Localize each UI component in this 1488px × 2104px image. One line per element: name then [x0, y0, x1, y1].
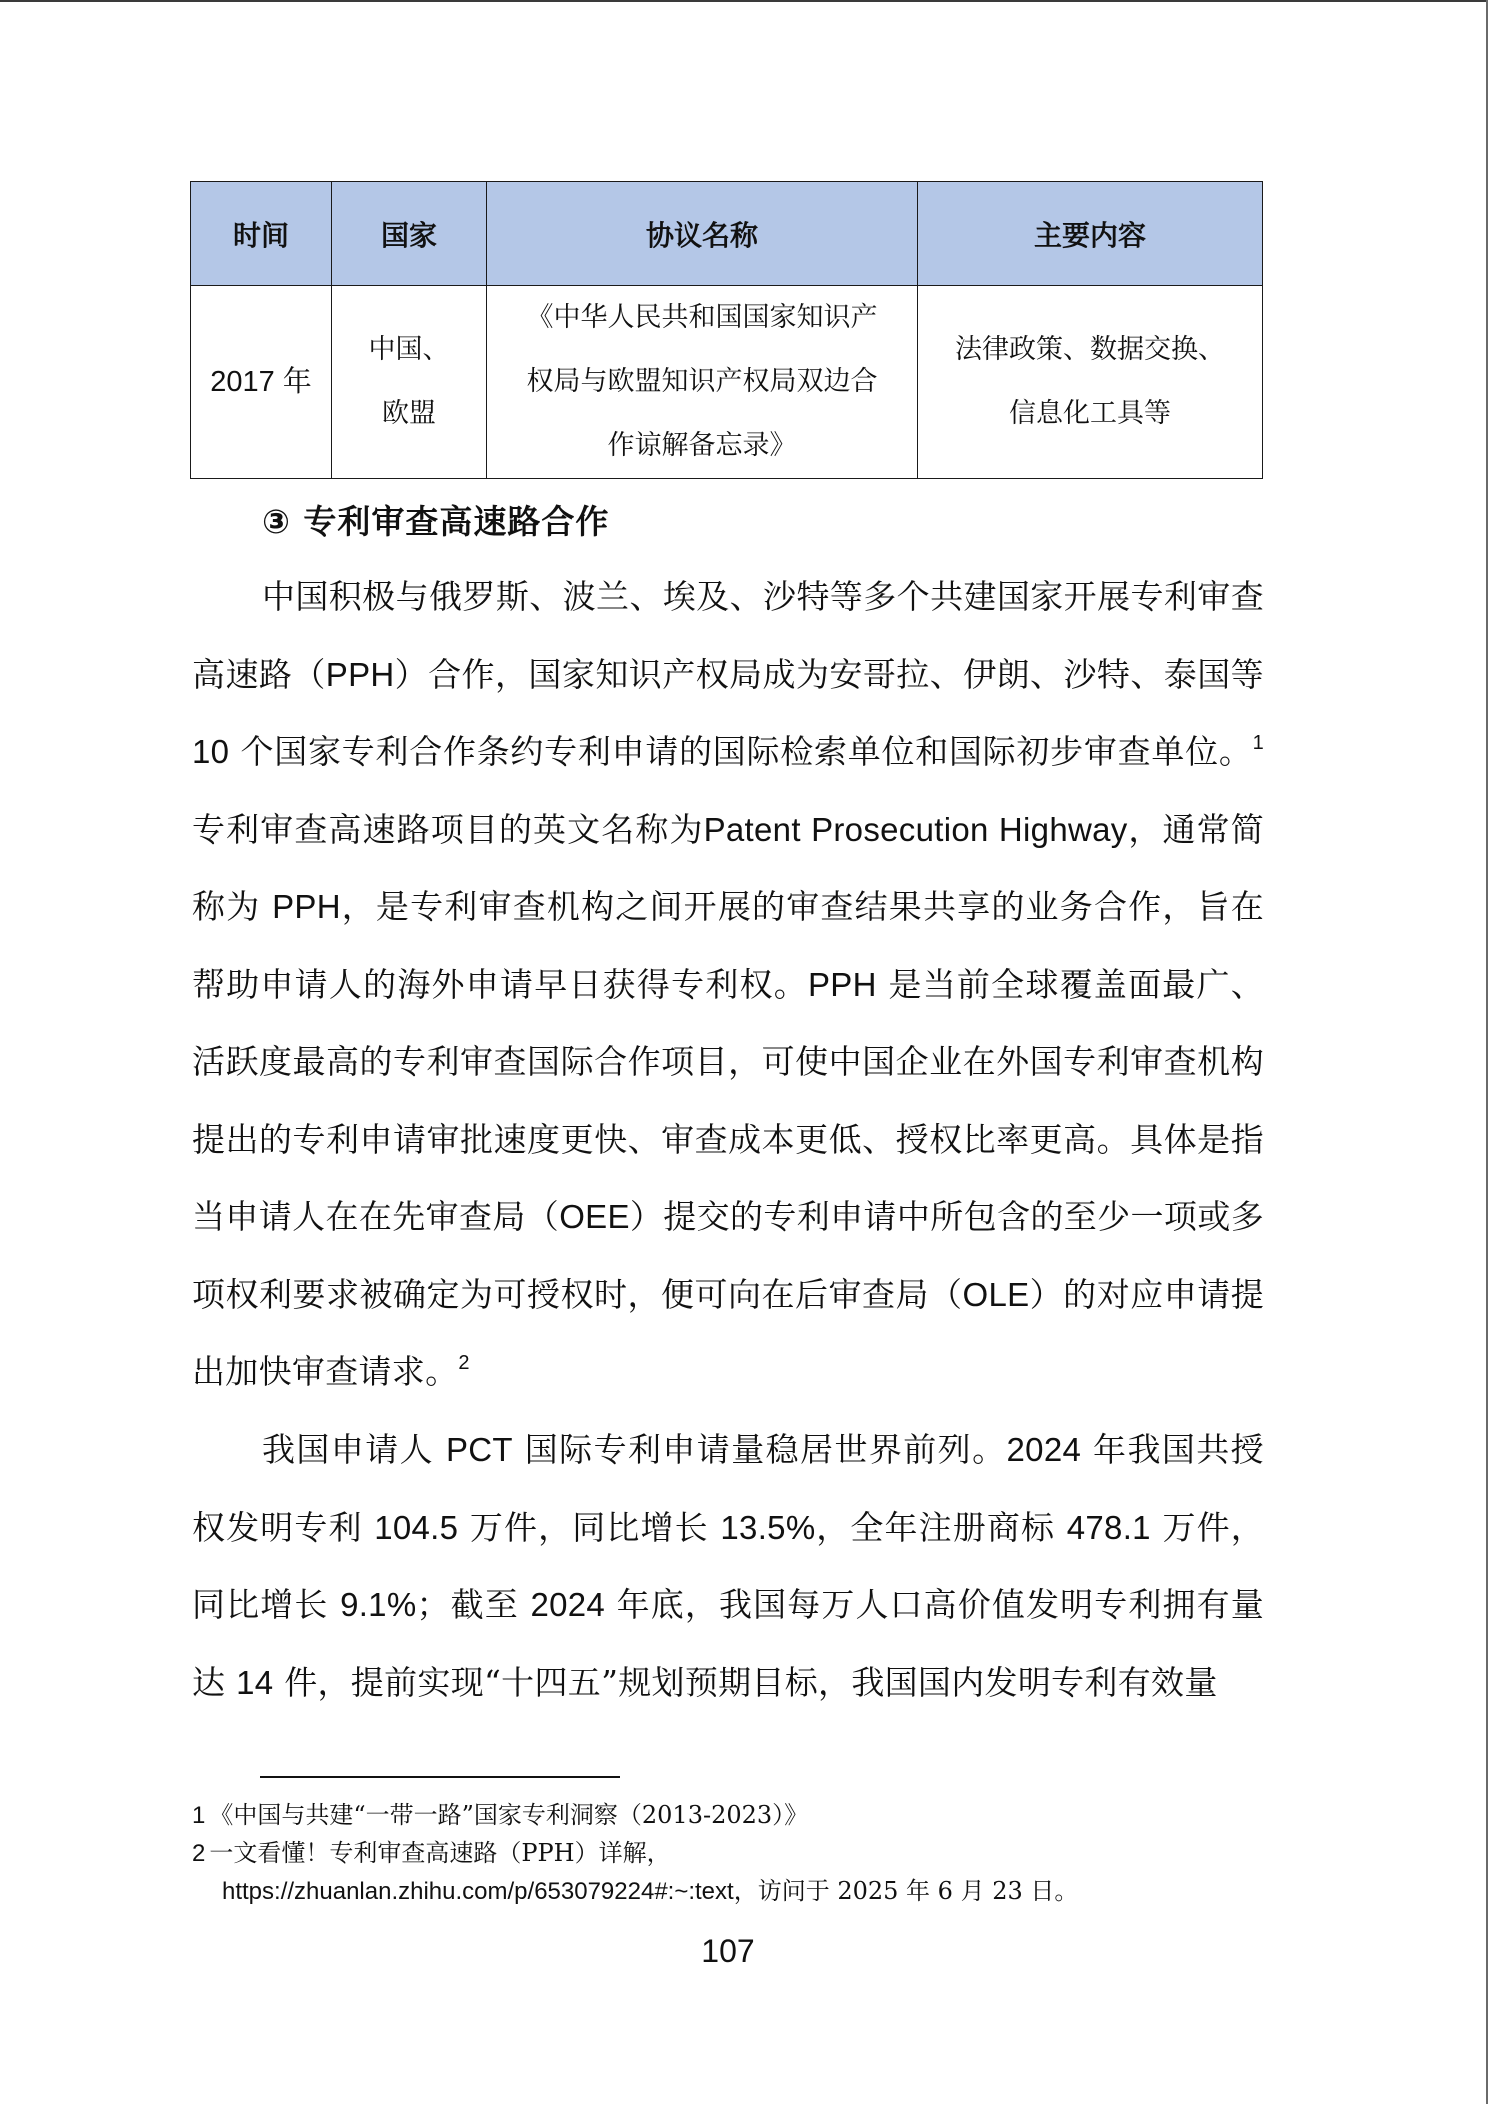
text-run: 国际专利申请量稳居世界前列。 — [513, 1430, 1007, 1469]
text-run: PPH — [272, 888, 341, 925]
text-run: 104.5 — [374, 1509, 458, 1546]
text-run: ，是专利审查机构之间开展的审查结果共享的业务合作，旨在帮助申请人的海外申请早日获得专利权。 — [192, 887, 1264, 1004]
cell-content-line: 信息化工具等 — [930, 382, 1250, 446]
section-heading: ③ 专利审查高速路合作 — [262, 496, 609, 543]
header-country: 国家 — [332, 182, 487, 286]
text-run: 10 — [192, 733, 229, 770]
footnote-ref-1[interactable]: 1 — [1253, 732, 1264, 754]
table-header-row — [191, 182, 1263, 286]
paragraph-pph — [192, 558, 1264, 1411]
header-time: 时间 — [191, 182, 332, 286]
text-run: Patent Prosecution Highway — [704, 811, 1128, 848]
footnote-url-link[interactable]: https://zhuanlan.zhihu.com/p/653079224#:~:text — [222, 1878, 734, 1905]
text-run: ）合作，国家知识产权局成为安哥拉、伊朗、沙特、泰国等 — [395, 655, 1264, 694]
text-run: 9.1% — [340, 1586, 416, 1623]
page-top-border — [0, 0, 1488, 2]
agreements-table — [190, 181, 1263, 479]
footnote-1 — [192, 1796, 808, 1835]
footnote-text: 《中国与共建“一带一路”国家专利洞察（2013-2023）》 — [209, 1801, 808, 1829]
table-row — [191, 286, 1263, 479]
header-agreement-name: 协议名称 — [487, 182, 918, 286]
text-run: 2024 — [1007, 1431, 1082, 1468]
text-run: PPH — [808, 966, 877, 1003]
text-run: 我国申请人 — [262, 1430, 446, 1469]
text-run: 年我国共授权发明专利 — [192, 1430, 1264, 1547]
cell-country — [332, 286, 487, 479]
text-run: PCT — [446, 1431, 513, 1468]
text-run: 2024 — [530, 1586, 605, 1623]
cell-agreement-name — [487, 286, 918, 479]
footnote-2 — [192, 1834, 671, 1873]
text-run: 14 — [236, 1664, 273, 1701]
footnote-separator — [260, 1776, 620, 1778]
page-number: 107 — [0, 1933, 1456, 1970]
text-run: OLE — [963, 1276, 1030, 1313]
text-run: 万件，同比增长 — [458, 1508, 720, 1547]
text-run: 年底，我国每万人口高价值发明专利拥有量达 — [192, 1585, 1264, 1702]
text-run: ；截至 — [416, 1585, 530, 1624]
text-run: PPH — [326, 656, 395, 693]
text-run: OEE — [559, 1198, 630, 1235]
text-run: 中国积极与俄罗斯、波兰、埃及、沙特等多个共建国家开展专利审查高速路（ — [192, 577, 1264, 694]
footnote-ref-2[interactable]: 2 — [458, 1352, 469, 1374]
text-run: 专利审查高速路项目的英文名称为 — [192, 810, 704, 849]
cell-agreement-line: 权局与欧盟知识产权局双边合 — [499, 350, 905, 414]
cell-agreement-line: 《中华人民共和国国家知识产 — [499, 286, 905, 350]
text-run: 件，提前实现“十四五”规划预期目标，我国国内发明专利有效量 — [273, 1663, 1217, 1702]
cell-content-line: 法律政策、数据交换、 — [930, 318, 1250, 382]
cell-agreement-line: 作谅解备忘录》 — [499, 414, 905, 478]
footnote-text: 一文看懂！专利审查高速路（PPH）详解， — [209, 1839, 670, 1867]
cell-time: 2017 年 — [191, 286, 332, 479]
header-main-content: 主要内容 — [918, 182, 1263, 286]
footnote-access-date: ，访问于 2025 年 6 月 23 日。 — [734, 1877, 1079, 1905]
footnote-2-source — [222, 1872, 1078, 1911]
text-run: 478.1 — [1067, 1509, 1151, 1546]
text-run: 是当前全球覆盖面最广、活跃度最高的专利审查国际合作项目，可使中国企业在外国专利审查机构提出的专利申请审批速度更快、审查成本更低、授权比率更高。具体是指当申请人在在先审查局（ — [192, 965, 1264, 1237]
text-run: 个国家专利合作条约专利申请的国际检索单位和国际初步审查单位。 — [229, 732, 1252, 771]
cell-country-line: 欧盟 — [344, 382, 474, 446]
text-run: ）提交的专利申请中所包含的至少一项或多项权利要求被确定为可授权时，便可向在后审查局（ — [192, 1197, 1264, 1314]
text-run: 13.5% — [720, 1509, 815, 1546]
cell-country-line: 中国、 — [344, 318, 474, 382]
footnote-number: 1 — [192, 1802, 205, 1829]
text-run: ，通常简称为 — [192, 810, 1264, 927]
footnote-number: 2 — [192, 1840, 205, 1867]
text-run: ）的对应申请提出加快审查请求。 — [192, 1275, 1264, 1392]
text-run: ，全年注册商标 — [815, 1508, 1066, 1547]
paragraph-pct-stats — [192, 1411, 1264, 1721]
cell-main-content — [918, 286, 1263, 479]
text-run: 万件，同比增长 — [192, 1508, 1264, 1625]
